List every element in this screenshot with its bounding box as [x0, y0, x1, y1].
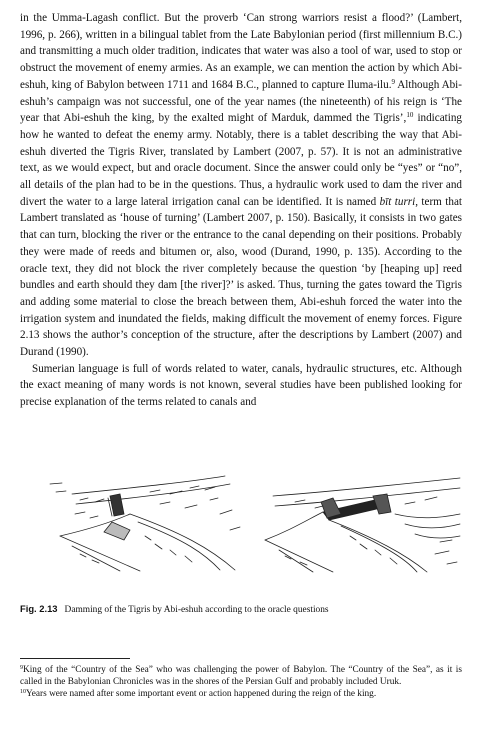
- footnote-ref-10[interactable]: 10: [406, 111, 414, 120]
- footnote-ref-9[interactable]: 9: [391, 77, 395, 86]
- footnote-number-10: 10: [20, 689, 26, 695]
- dam-sketch: [20, 474, 462, 574]
- paragraph-1-part-1: in the Umma-Lagash conflict. But the proverb ‘Can strong warriors resist a flood?’ (Lambert, 1996, p. 266), written in a bilingual tablet from the Late Babylonian period (first millennium B.C.) and transmitting a much older tradition, indicates that water was also a tool of war, used to stop or obstruct the movement of enemy armies. As an example, we can mention the action by which Abi-eshuh, king of Babylon between 1711 and 1684 B.C., planned to capture Iluma-ilu.: [20, 12, 462, 91]
- footnote-text-9: King of the “Country of the Sea” who was challenging the power of Babylon. The “Country of the Sea”, as it is called in the Babylonian Chronicles was in the shores of the Persian Gulf and probably included Uruk.: [20, 665, 462, 687]
- footnote-text-10: Years were named after some important event or action happened during the reign of the king.: [26, 689, 377, 699]
- main-text: [20, 10, 462, 411]
- footnote-9: [20, 664, 462, 688]
- footnotes: [20, 664, 462, 700]
- paragraph-1-part-3: indicating how he wanted to defeat the enemy army. Notably, there is a tablet describing the way that Abi-eshuh diverted the Tigris River, translated by Lambert (2007, p. 57). It is not an administrative text, as we would expect, but and oracle document. Since the answer could only be “yes” or “no”, all details of the plan had to be in the questions. Thus, a hydraulic work used to dam the river and divert the water to a large lateral irrigation canal can be identified. It is named: [20, 112, 462, 208]
- right-scene-sketch: [265, 478, 460, 572]
- figure-2-13-illustration: [20, 474, 462, 574]
- footnote-divider: [20, 658, 130, 659]
- paragraph-1-part-4: , term that Lambert translated as ‘house of turning’ (Lambert 2007, p. 150). Basically, it consists in two gates that can turn, blocking the river or the entrance to the canal depending on their positions. Probably they were made of reeds and bitumen or, also, wood (Durand, 1990, p. 135). According to the oracle text, they did not block the river completely because the question ‘by [heaping up] reed bundles and earth should they dam [the river]?’ is asked. Thus, turning the gates toward the Tigris and adding some material to close the breach between them, Abi-eshuh forced the water into the irrigation system and inundated the fields, making difficult the movement of enemy forces. Figure 2.13 shows the author’s conception of the structure, after the descriptions by Lambert (2007) and Durand (1990).: [20, 195, 462, 359]
- paragraph-2: Sumerian language is full of words related to water, canals, hydraulic structures, etc. Although the exact meaning of many words is not known, several studies have been published looking for precise explanation of the terms related to canals and: [20, 362, 462, 409]
- left-scene-sketch: [50, 476, 240, 571]
- paragraph-1-part-2: Although Abi-eshuh’s campaign was not successful, one of the year names (the nineteenth) of his reign is ‘The year that Abi-eshuh the king, by the exalted might of Marduk, dammed the Tigris’,: [20, 78, 462, 125]
- figure-label: Fig. 2.13: [20, 603, 58, 614]
- figure-caption: [20, 603, 462, 616]
- term-bit-turri: bīt turri: [379, 195, 416, 208]
- paragraph-1: [20, 10, 462, 361]
- footnote-10: [20, 688, 462, 700]
- footnote-number-9: 9: [20, 665, 23, 671]
- figure-caption-text: Damming of the Tigris by Abi-eshuh according to the oracle questions: [64, 605, 329, 615]
